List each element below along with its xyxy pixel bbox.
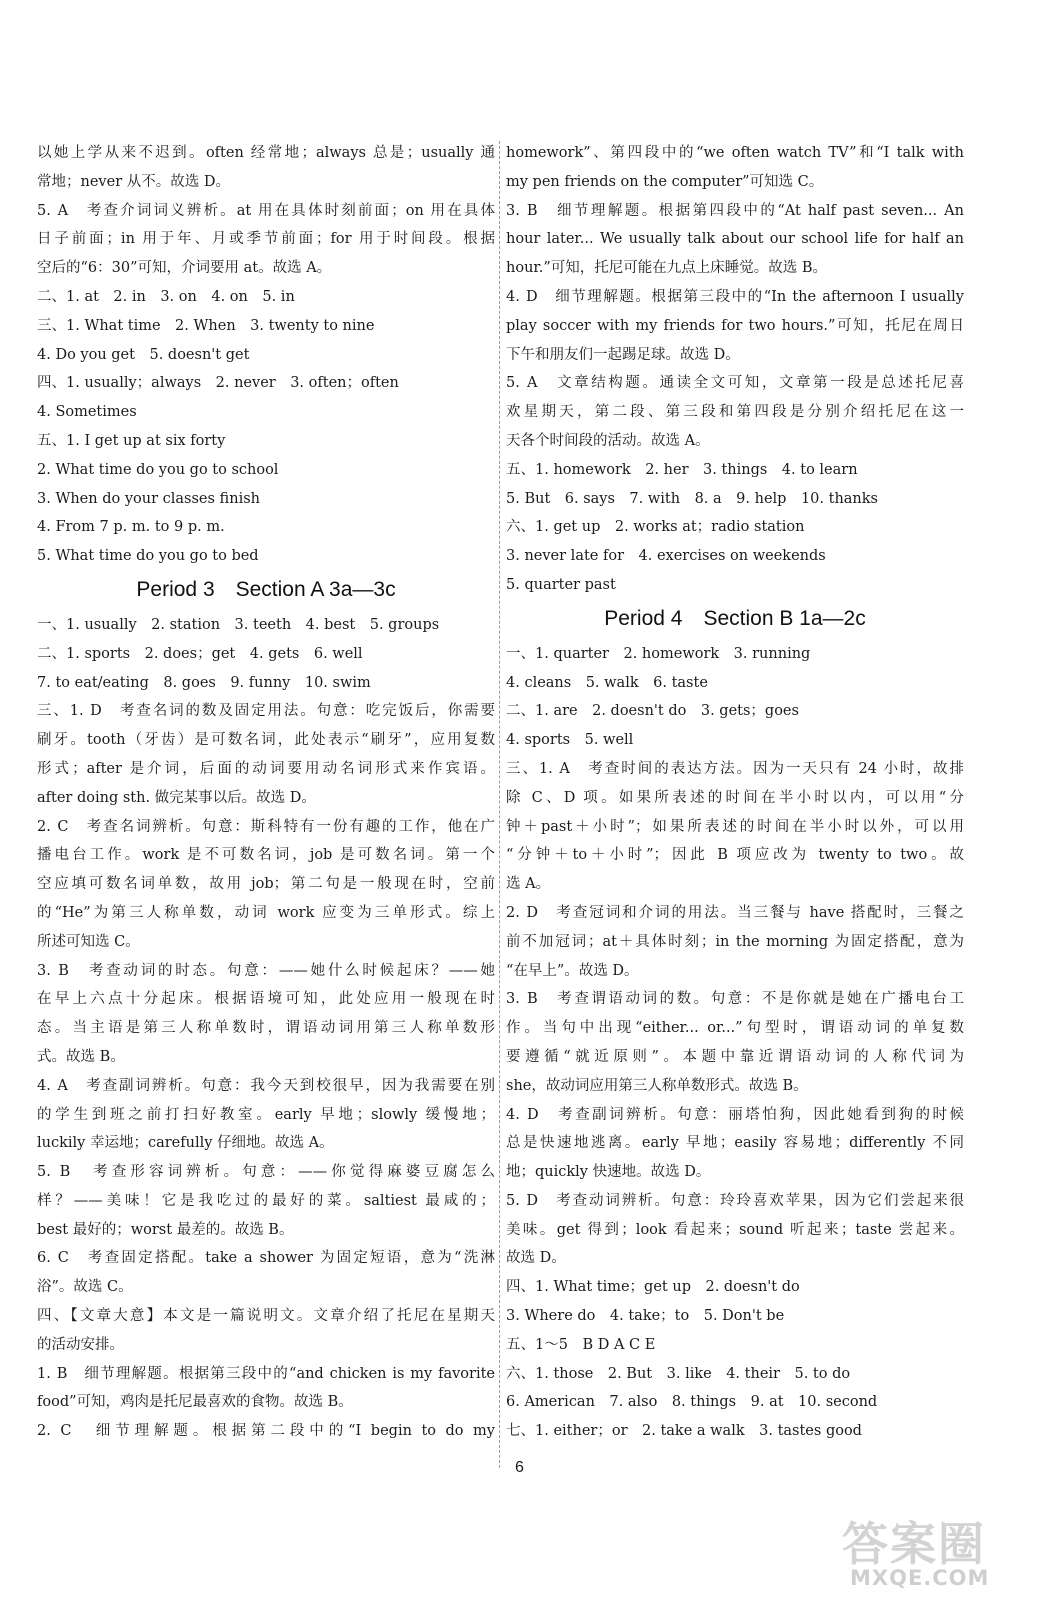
text-line: 5. A 考查介词词义辨析。at 用在具体时刻前面；on 用在具体 — [37, 202, 495, 219]
right-column — [506, 139, 964, 1446]
text-line: 5. What time do you go to bed — [37, 548, 259, 565]
text-line: 要遵循“就近原则”。本题中靠近谓语动词的人称代词为 — [506, 1048, 964, 1065]
page-number: 6 — [515, 1459, 524, 1476]
text-line: 在早上六点十分起床。根据语境可知，此处应用一般现在时 — [37, 991, 495, 1008]
text-line: 2. D 考查冠词和介词的用法。当三餐与 have 搭配时，三餐之 — [506, 904, 964, 921]
text-line: 3. Where do 4. take；to 5. Don't be — [506, 1308, 785, 1325]
text-line: 的“He”为第三人称单数，动词 work 应变为三单形式。综上 — [37, 904, 495, 921]
text-line: 四、1. usually；always 2. never 3. often；often — [37, 375, 399, 392]
watermark — [842, 1508, 1027, 1593]
text-line: luckily 幸运地；carefully 仔细地。故选 A。 — [37, 1135, 334, 1152]
text-line: 播电台工作。work 是不可数名词，job 是可数名词。第一个 — [37, 847, 495, 864]
text-line: 前不加冠词；at＋具体时刻；in the morning 为固定搭配，意为 — [506, 933, 964, 950]
text-line: 地；quickly 快速地。故选 D。 — [506, 1164, 711, 1181]
text-line: 2. C 考查名词辨析。句意：斯科特有一份有趣的工作，他在广 — [37, 818, 495, 835]
text-line: 故选 D。 — [506, 1250, 566, 1267]
text-line: 一、1. usually 2. station 3. teeth 4. best 5. groups — [37, 616, 440, 633]
text-line: homework”、第四段中的“we often watch TV”和“I talk with — [506, 145, 964, 161]
text-line: food”可知，鸡肉是托尼最喜欢的食物。故选 B。 — [37, 1394, 353, 1411]
text-line: 6. American 7. also 8. things 9. at 10. second — [506, 1394, 878, 1411]
text-line: 钟＋past＋小时”；如果所表述的时间在半小时以外，可以用 — [506, 818, 964, 835]
text-line: 以她上学从来不迟到。often 经常地；always 总是；usually 通 — [37, 145, 495, 161]
text-line: 空应填可数名词单数，故用 job；第二句是一般现在时，空前 — [37, 876, 495, 893]
text-line: 4. cleans 5. walk 6. taste — [506, 674, 708, 691]
text-line: 5. But 6. says 7. with 8. a 9. help 10. thanks — [506, 490, 879, 507]
text-line: 三、1. What time 2. When 3. twenty to nine — [37, 317, 375, 334]
text-line: 4. sports 5. well — [506, 732, 634, 749]
left-column — [37, 139, 495, 1446]
text-line: 三、1. A 考查时间的表达方法。因为一天只有 24 小时，故排 — [506, 760, 964, 777]
text-line: 5. quarter past — [506, 576, 616, 593]
text-line: 总是快速地逃离。early 早地；easily 容易地；differently 不同 — [506, 1135, 964, 1152]
section-heading: Period 3 Section A 3a—3c — [136, 577, 396, 601]
text-line: 五、1. homework 2. her 3. things 4. to learn — [506, 461, 858, 478]
text-line: 五、1. I get up at six forty — [37, 432, 226, 449]
section-heading: Period 4 Section B 1a—2c — [604, 606, 866, 630]
text-line: 4. Do you get 5. doesn't get — [37, 346, 250, 363]
text-line: hour later... We usually talk about our school life for half an — [506, 231, 964, 248]
text-line: 七、1. either；or 2. take a walk 3. tastes good — [506, 1423, 862, 1440]
text-line: 4. Sometimes — [37, 404, 137, 421]
text-line: 所述可知选 C。 — [37, 933, 140, 950]
text-line: my pen friends on the computer”可知选 C。 — [506, 173, 824, 190]
text-line: 式。故选 B。 — [37, 1048, 125, 1065]
text-line: 作。当句中出现“either... or...”句型时，谓语动词的单复数 — [506, 1020, 964, 1037]
text-line: 3. B 考查谓语动词的数。句意：不是你就是她在广播电台工 — [506, 991, 964, 1008]
text-line: 除 C、D 项。如果所表述的时间在半小时以内，可以用“分 — [506, 789, 964, 806]
text-line: 欢星期天，第二段、第三段和第四段是分别介绍托尼在这一 — [506, 404, 964, 421]
text-line: 3. When do your classes finish — [37, 490, 260, 507]
text-line: 六、1. those 2. But 3. like 4. their 5. to do — [506, 1365, 851, 1382]
text-line: “在早上”。故选 D。 — [506, 962, 639, 979]
text-line: 一、1. quarter 2. homework 3. running — [506, 645, 811, 662]
text-line: 3. B 细节理解题。根据第四段中的“At half past seven... An — [506, 202, 964, 219]
text-line: 样？——美味！它是我吃过的最好的菜。saltiest 最咸的； — [37, 1192, 495, 1209]
text-line: 四、【文章大意】本文是一篇说明文。文章介绍了托尼在星期天 — [37, 1308, 495, 1325]
text-line: 4. From 7 p. m. to 9 p. m. — [37, 519, 225, 536]
text-line: 3. B 考查动词的时态。句意：——她什么时候起床？——她 — [37, 962, 495, 979]
text-line: 1. B 细节理解题。根据第三段中的“and chicken is my favorite — [37, 1365, 495, 1382]
text-line: 4. D 细节理解题。根据第三段中的“In the afternoon I usually — [506, 288, 964, 305]
text-line: 浴”。故选 C。 — [37, 1279, 133, 1296]
watermark-url: MXQE.COM — [850, 1566, 990, 1590]
text-line: 三、1. D 考查名词的数及固定用法。句意：吃完饭后，你需要 — [37, 703, 495, 720]
text-line: 四、1. What time；get up 2. doesn't do — [506, 1279, 800, 1296]
text-line: 的活动安排。 — [37, 1336, 124, 1353]
text-line: 的学生到班之前打扫好教室。early 早地；slowly 缓慢地； — [37, 1106, 495, 1123]
column-divider — [499, 141, 500, 1468]
text-line: 五、1～5 B D A C E — [506, 1336, 656, 1353]
text-line: 2. C 细节理解题。根据第二段中的“I begin to do my — [37, 1423, 495, 1440]
text-line: 6. C 考查固定搭配。take a shower 为固定短语，意为“洗淋 — [37, 1250, 495, 1267]
text-line: play soccer with my friends for two hours.”可知，托尼在周日 — [506, 317, 964, 334]
text-line: 5. A 文章结构题。通读全文可知，文章第一段是总述托尼喜 — [506, 375, 964, 392]
text-line: she，故动词应用第三人称单数形式。故选 B。 — [506, 1077, 808, 1094]
text-line: after doing sth. 做完某事以后。故选 D。 — [37, 789, 316, 806]
text-line: 日子前面；in 用于年、月或季节前面；for 用于时间段。根据 — [37, 231, 495, 248]
text-line: 六、1. get up 2. works at；radio station — [506, 519, 805, 536]
text-line: 二、1. at 2. in 3. on 4. on 5. in — [37, 288, 295, 305]
text-line: 美味。get 得到；look 看起来；sound 听起来；taste 尝起来。 — [506, 1221, 964, 1238]
text-line: 7. to eat/eating 8. goes 9. funny 10. swim — [37, 674, 371, 691]
text-line: 3. never late for 4. exercises on weekends — [506, 548, 826, 565]
text-line: “分钟＋to＋小时”；因此 B 项应改为 twenty to two。故 — [506, 847, 964, 864]
text-line: 下午和朋友们一起踢足球。故选 D。 — [506, 346, 740, 363]
text-line: 形式；after 是介词，后面的动词要用动名词形式来作宾语。 — [37, 760, 495, 777]
text-line: 4. D 考查副词辨析。句意：丽塔怕狗，因此她看到狗的时候 — [506, 1106, 964, 1123]
text-line: hour.”可知，托尼可能在九点上床睡觉。故选 B。 — [506, 260, 828, 277]
text-line: 5. B 考查形容词辨析。句意：——你觉得麻婆豆腐怎么 — [37, 1164, 495, 1181]
text-line: 刷牙。tooth（牙齿）是可数名词，此处表示“刷牙”，应用复数 — [37, 732, 495, 749]
text-line: 常地；never 从不。故选 D。 — [37, 173, 230, 190]
text-line: 2. What time do you go to school — [37, 461, 279, 478]
text-line: 二、1. sports 2. does；get 4. gets 6. well — [37, 645, 363, 662]
text-line: 5. D 考查动词辨析。句意：玲玲喜欢苹果，因为它们尝起来很 — [506, 1192, 964, 1209]
watermark-marks: 答案圈 — [842, 1517, 986, 1571]
text-line: 空后的“6：30”可知，介词要用 at。故选 A。 — [37, 260, 332, 277]
text-line: 4. A 考查副词辨析。句意：我今天到校很早，因为我需要在别 — [37, 1077, 495, 1094]
text-line: 天各个时间段的活动。故选 A。 — [506, 432, 710, 449]
text-line: 态。当主语是第三人称单数时，谓语动词用第三人称单数形 — [37, 1020, 495, 1037]
text-line: 选 A。 — [506, 876, 551, 893]
text-line: best 最好的；worst 最差的。故选 B。 — [37, 1221, 294, 1238]
text-line: 二、1. are 2. doesn't do 3. gets；goes — [506, 703, 799, 720]
